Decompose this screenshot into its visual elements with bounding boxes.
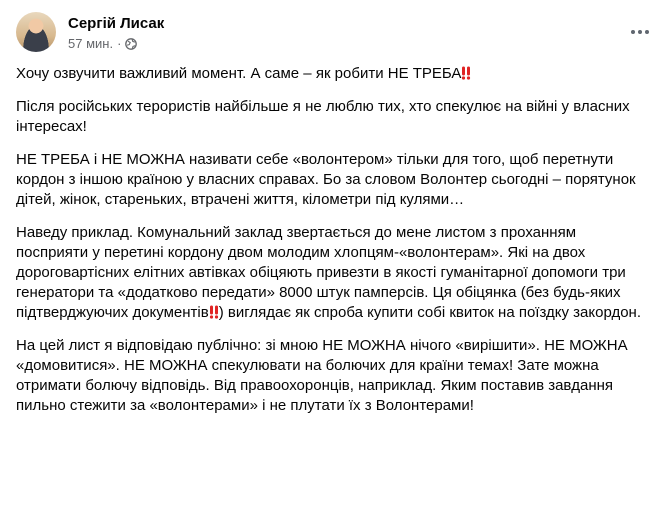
post-paragraph	[16, 64, 652, 84]
globe-icon[interactable]	[125, 38, 137, 50]
post-paragraph: Після російських терористів найбільше я не люблю тих, хто спекулює на війні у власних інтересах!	[16, 98, 630, 135]
post-paragraph	[16, 223, 652, 323]
meta-separator: ·	[117, 36, 122, 51]
post-body	[16, 64, 652, 429]
post-paragraph: НЕ ТРЕБА і НЕ МОЖНА називати себе «волонтером» тільки для того, щоб перетнути кордон з іншою країною у власних справах. Бо за словом Волонтер сьогодні – порятунок дітей, жінок, стареньких, втрачені життя, кілометри під кулями…	[16, 151, 636, 208]
double-exclamation-icon	[209, 305, 219, 319]
paragraph-text: Наведу приклад. Комунальний заклад звертається до мене листом з проханням посприяти у перетині кордону двом молодим хлопцям-«волонтерам». Які на двох дороговартісних елітних автівках обіцяють привезти в якості гуманітарної допомоги три генератори та «додатково передати» 8000 штук памперсів. Ця обіцянка (без будь-яких підтверджуючих документів	[16, 224, 626, 321]
author-name[interactable]: Сергій Лисак	[68, 15, 165, 32]
author-avatar[interactable]	[16, 12, 56, 52]
paragraph-text: ) виглядає як спроба купити собі квиток на поїздку закордон.	[218, 304, 641, 321]
more-options-icon[interactable]	[628, 22, 652, 42]
post-paragraph: На цей лист я відповідаю публічно: зі мною НЕ МОЖНА нічого «вирішити». НЕ МОЖНА «домовитися». НЕ МОЖНА спекулювати на болючих для країни темах! Зате можна отримати болючу відповідь. Від правоохоронців, наприклад. Яким поставив завдання пильно стежити за «волонтерами» і не плутати їх з Волонтерами!	[16, 337, 628, 414]
post-header	[16, 12, 652, 56]
post-meta	[68, 36, 137, 51]
double-exclamation-icon	[461, 66, 471, 80]
paragraph-text: Хочу озвучити важливий момент. А саме – як робити НЕ ТРЕБА	[16, 65, 462, 82]
post-time[interactable]: 57 мин.	[68, 36, 114, 51]
